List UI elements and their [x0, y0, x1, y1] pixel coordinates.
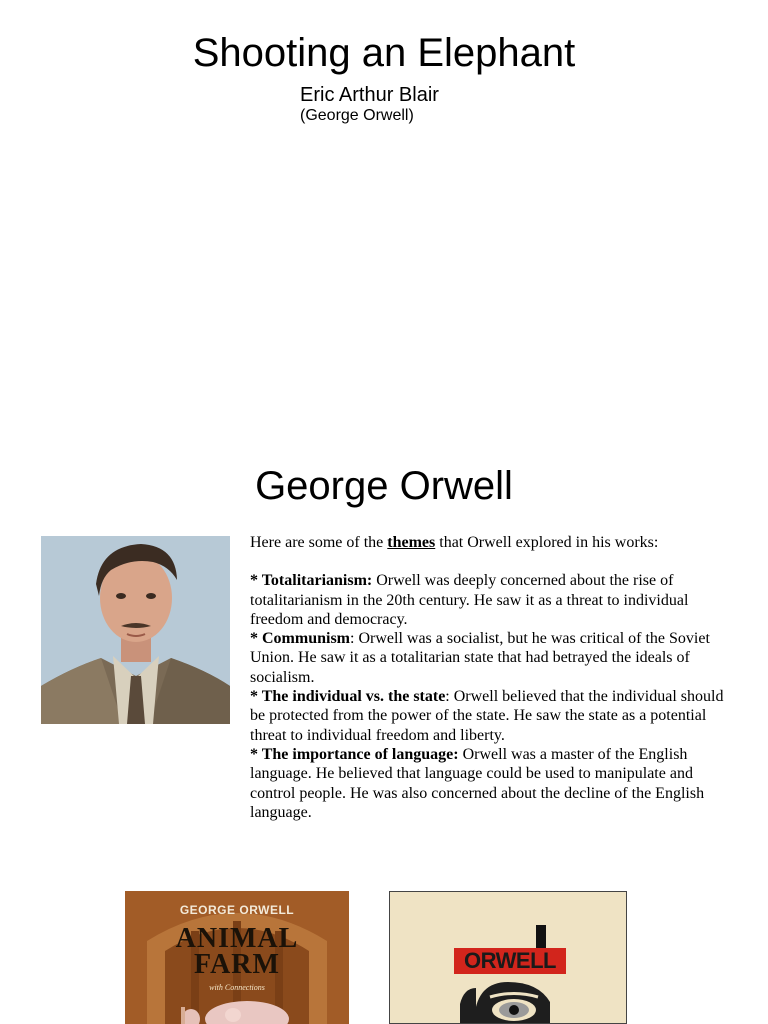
animal-farm-title-line1: ANIMAL [175, 923, 299, 954]
theme-description: : Orwell was a socialist, but he was critical of the Soviet Union. He saw it as a totalitarian state that had betrayed the ideals of socialism. [250, 630, 710, 686]
theme-item [250, 745, 740, 822]
theme-item [250, 687, 740, 745]
themes-text [250, 533, 740, 822]
author-name: Eric Arthur Blair [300, 84, 439, 106]
animal-farm-title-line2: FARM [194, 949, 280, 980]
themes-intro [250, 533, 740, 552]
theme-item [250, 629, 740, 687]
intro-text-after: that Orwell explored in his works: [435, 534, 659, 551]
author-pen-name: (George Orwell) [300, 107, 414, 124]
theme-name: * Communism [250, 630, 351, 648]
animal-farm-subtitle: with Connections [209, 983, 265, 992]
animal-farm-author: GEORGE ORWELL [179, 903, 295, 917]
theme-description: : Orwell believed that the individual should be protected from the power of the state. He saw the state as a potential threat to individual freedom and liberty. [250, 688, 724, 744]
document-title: Shooting an Elephant [192, 31, 576, 75]
theme-name: * The importance of language: [250, 745, 459, 763]
theme-description: Orwell was a master of the English language. He believed that language could be used to manipulate and control people. He was also concerned about the decline of the English language. [250, 745, 705, 821]
animal-farm-cover [125, 891, 349, 1024]
theme-item [250, 571, 740, 629]
orwell-book-cover [389, 891, 627, 1024]
section-title: George Orwell [255, 464, 513, 508]
orwell-portrait-image [41, 536, 230, 724]
intro-text-before: Here are some of the [250, 534, 388, 551]
portrait-illustration [41, 536, 230, 724]
theme-name: * Totalitarianism: [250, 572, 373, 590]
theme-description: Orwell was deeply concerned about the rise of totalitarianism in the 20th century. He saw it as a threat to individual freedom and democracy. [250, 572, 689, 628]
theme-name: * The individual vs. the state [250, 688, 446, 706]
themes-keyword: themes [387, 534, 436, 551]
orwell-cover-title: ORWELL [454, 948, 566, 974]
